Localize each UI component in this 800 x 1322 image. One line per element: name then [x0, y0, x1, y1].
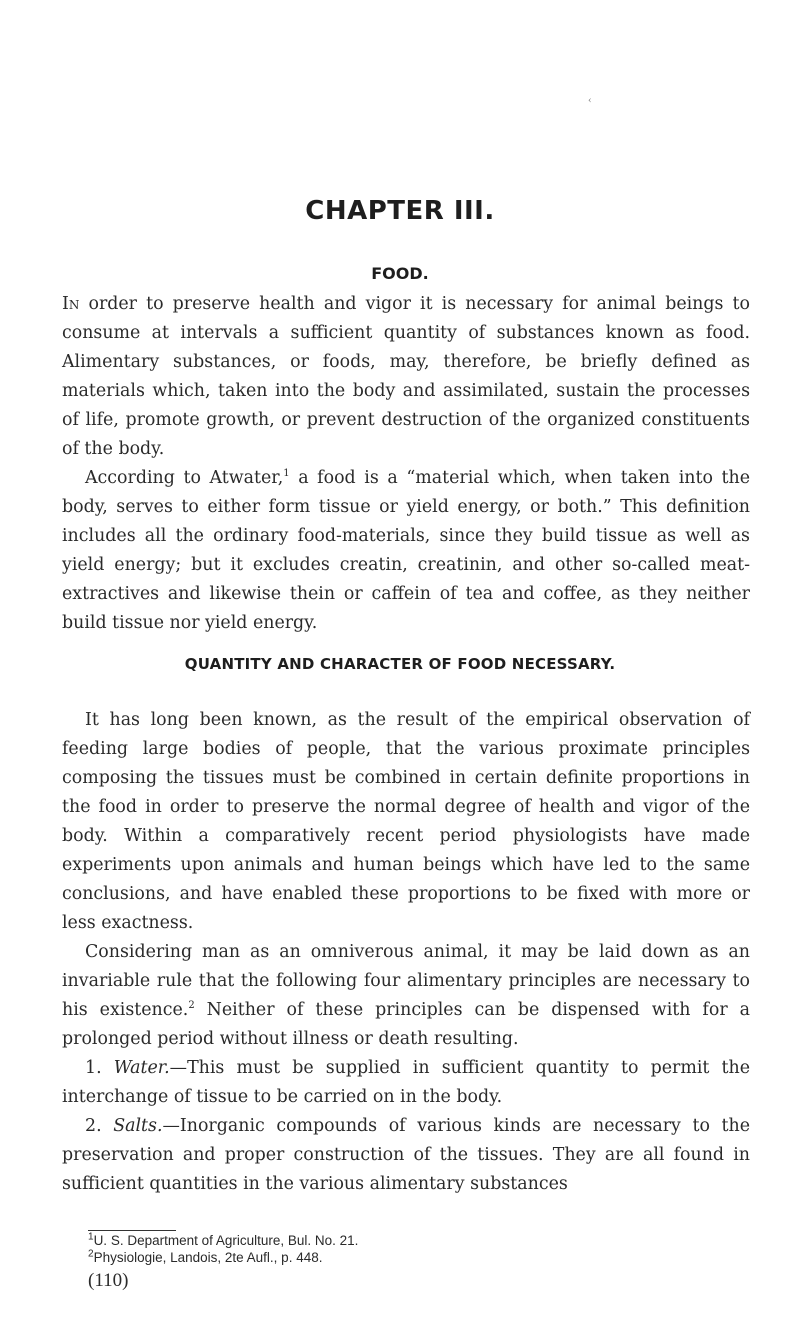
section2-text [62, 706, 750, 1199]
intro-paragraph-2-rest: a food is a “material which, when taken into the body, serves to either form tissue or yield energy, or both.” This definition includes all the ordinary food-materials, since they build tissue as well as yield energy; but it excludes creatin, creatinin, and other so-called meat-extractives and likewise thein or caffein of tea and coffee, as they neither build tissue nor yield energy. [62, 468, 750, 633]
intro-text [62, 290, 750, 638]
footnote-rule [88, 1230, 176, 1231]
section-title: FOOD. [371, 264, 429, 283]
footnote-mark: 2 [88, 1248, 94, 1260]
intro-paragraph-1 [62, 290, 750, 464]
section2-paragraph-2 [62, 938, 750, 1054]
intro-paragraph-2 [62, 464, 750, 638]
list-item-water [62, 1054, 750, 1112]
intro-paragraph-2-start: According to Atwater, [85, 468, 284, 488]
page-number: (110) [88, 1270, 129, 1291]
footnote-ref-1: 1 [283, 468, 290, 480]
footnotes [88, 1232, 728, 1266]
footnote-text: Physiologie, Landois, 2te Aufl., p. 448. [93, 1250, 323, 1265]
section2-paragraph-2-rest: Neither of these principles can be dispensed with for a prolonged period without illness or death resulting. [62, 1000, 751, 1049]
list-item-salts [62, 1112, 750, 1199]
list-number: 1. [85, 1058, 114, 1078]
footnote-ref-2: 2 [188, 1000, 195, 1012]
list-number: 2. [85, 1116, 114, 1136]
list-term: Salts. [113, 1116, 163, 1136]
footnote-2 [88, 1249, 728, 1266]
corner-mark: ‹ [588, 96, 592, 106]
footnote-text: U. S. Department of Agriculture, Bul. No. 21. [93, 1233, 359, 1248]
chapter-title: CHAPTER III. [305, 196, 495, 226]
list-text: —This must be supplied in sufficient quantity to permit the interchange of tissue to be carried on in the body. [62, 1058, 750, 1107]
footnote-1 [88, 1232, 728, 1249]
section2-paragraph-1: It has long been known, as the result of the empirical observation of feeding large bodies of people, that the various proximate principles composing the tissues must be combined in certain definite proportions in the food in order to preserve the normal degree of health and vigor of the body. Within a comparatively recent period physiologists have made experiments upon animals and human beings which have led to the same conclusions, and have enabled these proportions to be fixed with more or less exactness. [62, 710, 750, 933]
section2-paragraph-2-start: Considering man as an omniverous animal, it may be laid down as an invariable rule that the following four alimentary principles are necessary to his existence. [62, 942, 750, 1020]
section-heading-quantity: QUANTITY AND CHARACTER OF FOOD NECESSARY. [184, 655, 616, 673]
intro-paragraph-1-text: order to preserve health and vigor it is necessary for animal beings to consume at intervals a sufficient quantity of substances known as food. Alimentary substances, or foods, may, therefore, be briefly defined as materials which, taken into the body and assimilated, sustain the processes of life, promote growth, or prevent destruction of the organized constituents of the body. [62, 294, 750, 459]
list-text: —Inorganic compounds of various kinds are necessary to the preservation and proper construction of the tissues. They are all found in sufficient quantities in the various alimentary substances [62, 1116, 751, 1194]
opening-word: In [62, 294, 80, 314]
footnote-mark: 1 [88, 1231, 94, 1243]
list-term: Water. [113, 1058, 170, 1078]
